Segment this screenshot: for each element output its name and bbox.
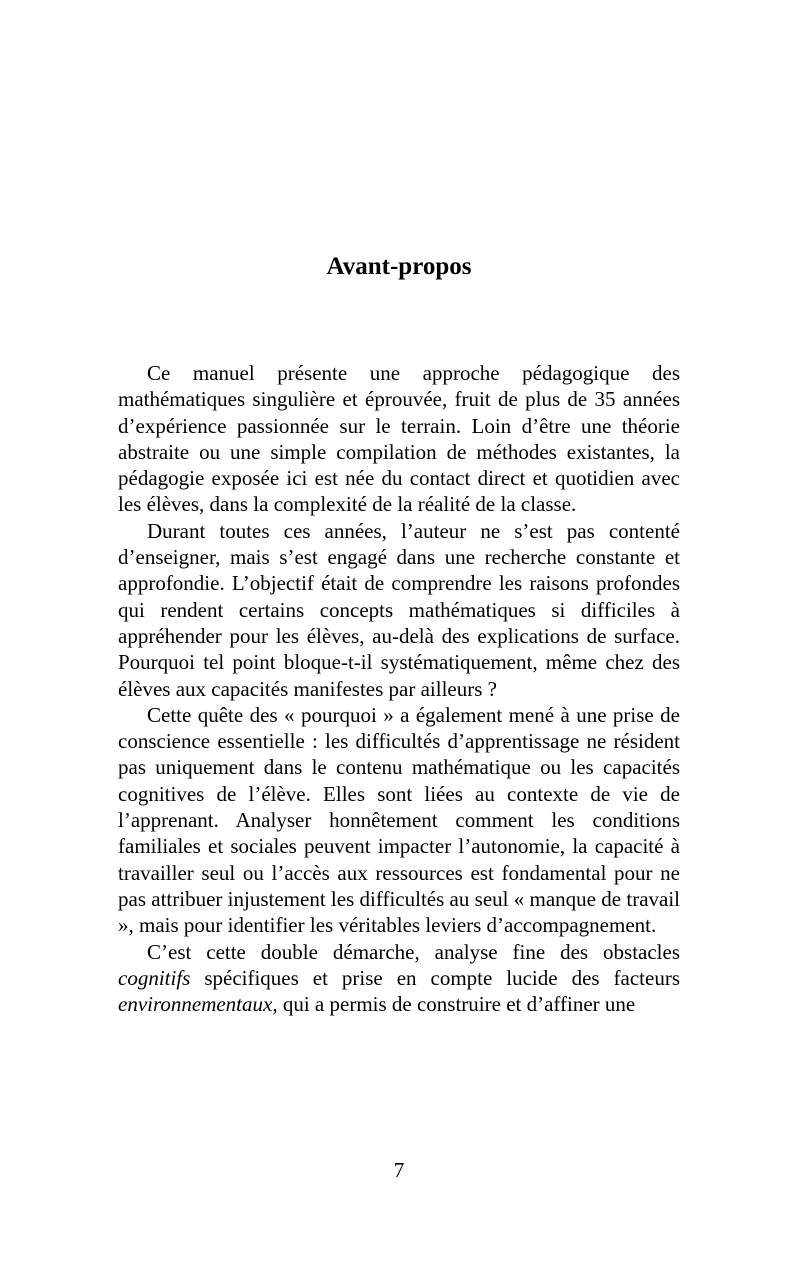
paragraph-4-italic-cognitifs: cognitifs xyxy=(118,965,191,990)
paragraph-4-text-b: spécifiques et prise en compte lucide des facteurs xyxy=(190,965,680,990)
paragraph-4-italic-environnementaux: environnementaux xyxy=(118,992,273,1017)
paragraph-4 xyxy=(118,939,680,1018)
paragraph-3: Cette quête des « pourquoi » a également mené à une prise de conscience essentielle : les difficultés d’apprentissage ne résident pas uniquement dans le contenu mathématique ou les capacités cognitives de l’élève. Elles sont liées au contexte de vie de l’apprenant. Analyser honnêtement comment les conditions familiales et sociales peuvent impacter l’autonomie, la capacité à travailler seul ou l’accès aux ressources est fondamental pour ne pas attribuer injustement les difficultés au seul « manque de travail », mais pour identifier les véritables leviers d’accompagnement. xyxy=(118,702,680,938)
chapter-title: Avant-propos xyxy=(326,253,472,280)
body-text xyxy=(118,360,680,1017)
paragraph-4-text-a: C’est cette double démarche, analyse fine des obstacles xyxy=(147,939,680,964)
paragraph-2: Durant toutes ces années, l’auteur ne s’est pas contenté d’enseigner, mais s’est engagé dans une recherche constante et approfondie. L’objectif était de comprendre les raisons profondes qui rendent certains concepts mathématiques si difficiles à appréhender pour les élèves, au-delà des explications de surface. Pourquoi tel point bloque-t-il systématiquement, même chez des élèves aux capacités manifestes par ailleurs ? xyxy=(118,518,680,701)
paragraph-4-text-c: , qui a permis de construire et d’affiner une xyxy=(272,992,636,1017)
page-number: 7 xyxy=(393,1158,405,1182)
paragraph-1: Ce manuel présente une approche pédagogique des mathématiques singulière et éprouvée, fruit de plus de 35 années d’expérience passionnée sur le terrain. Loin d’être une théorie abstraite ou une simple compilation de méthodes existantes, la pédagogie exposée ici est née du contact direct et quotidien avec les élèves, dans la complexité de la réalité de la classe. xyxy=(118,361,680,517)
